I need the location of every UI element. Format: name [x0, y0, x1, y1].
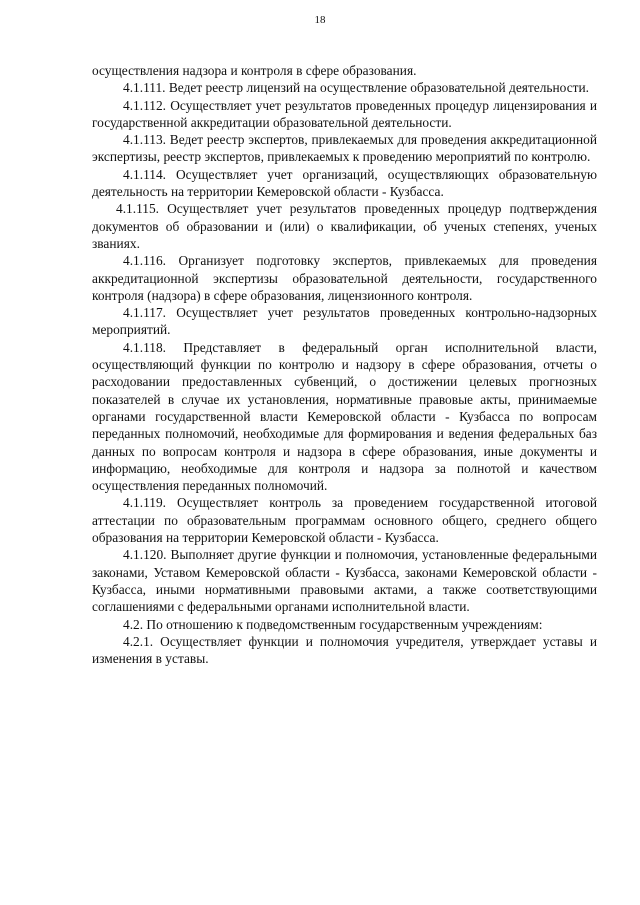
paragraph-4-1-118: 4.1.118. Представляет в федеральный орган исполнительной власти, осуществляющий функции по контролю и надзору в сфере образования, отчеты о расходовании предоставленных субвенций, о достижении целевых прогнозных показателей в случае их установления, нормативные правовые акты, принимаемые органами государственной власти Кемеровской области - Кузбасса по вопросам переданных полномочий, необходимые для формирования и ведения федеральных баз данных по вопросам контроля и надзора в сфере образования, иные документы и информацию, необходимые для контроля и надзора за полнотой и качеством осуществления переданных полномочий.	[92, 339, 597, 494]
paragraph-4-2-1: 4.2.1. Осуществляет функции и полномочия учредителя, утверждает уставы и изменения в уставы.	[92, 633, 597, 667]
paragraph-4-1-117: 4.1.117. Осуществляет учет результатов проведенных контрольно-надзорных мероприятий.	[92, 305, 597, 338]
document-body	[92, 62, 597, 667]
paragraph-continuation: осуществления надзора и контроля в сфере образования.	[92, 63, 417, 78]
page-number: 18	[314, 14, 326, 26]
paragraph-4-1-113: 4.1.113. Ведет реестр экспертов, привлекаемых для проведения аккредитационной экспертизы, реестр экспертов, привлекаемых к проведению мероприятий по контролю.	[92, 132, 597, 165]
paragraph-4-1-116: 4.1.116. Организует подготовку экспертов, привлекаемых для проведения аккредитационной экспертизы образовательной деятельности, государственного контроля (надзора) в сфере образования, лицензионного контроля.	[92, 253, 597, 303]
paragraph-4-1-112: 4.1.112. Осуществляет учет результатов проведенных процедур лицензирования и государственной аккредитации образовательной деятельности.	[92, 97, 597, 130]
paragraph-4-1-119: 4.1.119. Осуществляет контроль за проведением государственной итоговой аттестации по образовательным программам основного общего, среднего общего образования на территории Кемеровской области - Кузбасса.	[92, 495, 597, 546]
paragraph-4-1-111: 4.1.111. Ведет реестр лицензий на осуществление образовательной деятельности.	[123, 80, 590, 96]
paragraph-4-2: 4.2. По отношению к подведомственным государственным учреждениям:	[123, 616, 543, 632]
paragraph-4-1-115: 4.1.115. Осуществляет учет результатов проведенных процедур подтверждения документов об образовании и (или) о квалификации, об ученых степенях, ученых званиях.	[92, 201, 597, 251]
paragraph-4-1-120: 4.1.120. Выполняет другие функции и полномочия, установленные федеральными законами, Уставом Кемеровской области - Кузбасса, законами Кемеровской области - Кузбасса, иными нормативными правовыми актами, а также соответствующими соглашениями с федеральными органами исполнительной власти.	[92, 547, 597, 615]
paragraph-4-1-114: 4.1.114. Осуществляет учет организаций, осуществляющих образовательную деятельность на территории Кемеровской области - Кузбасса.	[92, 166, 597, 200]
